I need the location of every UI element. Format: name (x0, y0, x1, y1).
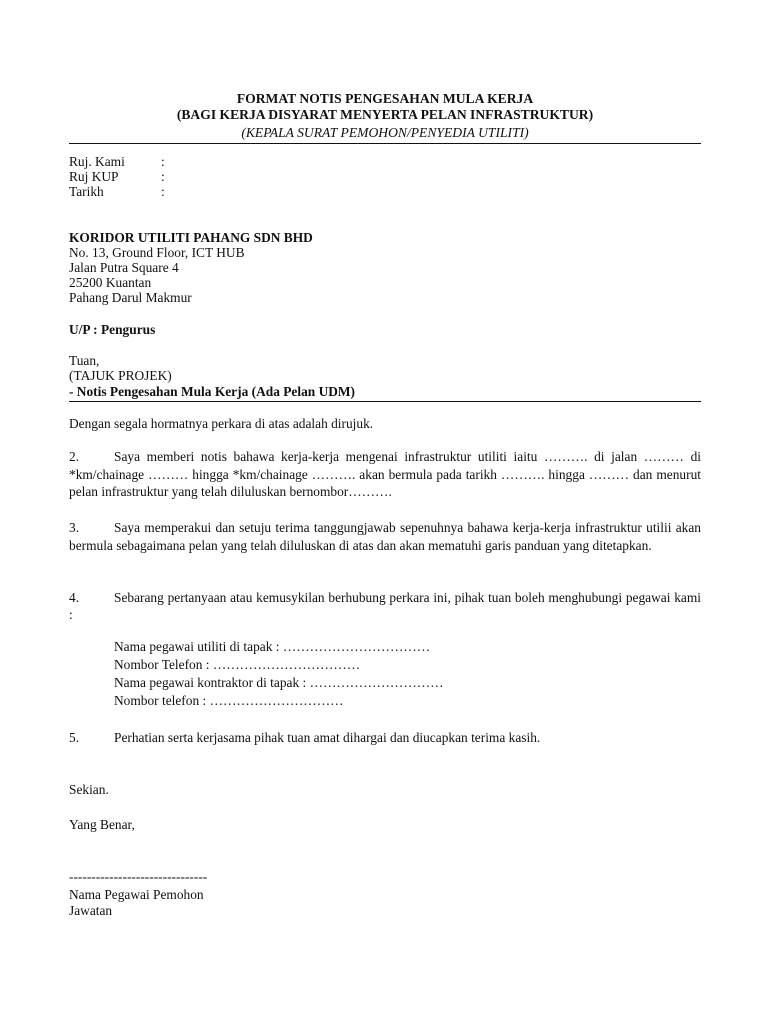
paragraph-4 (69, 589, 701, 623)
document-subtitle: (BAGI KERJA DISYARAT MENYERTA PELAN INFRASTRUKTUR) (176, 107, 594, 122)
address-line: Pahang Darul Makmur (69, 290, 192, 305)
address-line: 25200 Kuantan (69, 275, 152, 290)
paragraph-text: Saya memperakui dan setuju terima tanggungjawab sepenuhnya bahawa kerja-kerja infrastruktur utilii akan bermula sebagaimana pelan yang telah diluluskan di atas dan akan mematuhi garis panduan yang ditetapkan. (69, 520, 701, 553)
contact-item: Nama pegawai utiliti di tapak : …………………………… (114, 639, 431, 654)
paragraph-number: 4. (69, 590, 80, 605)
ref-label: Tarikh (69, 184, 104, 199)
paragraph-number: 3. (69, 520, 80, 535)
opening-paragraph: Dengan segala hormatnya perkara di atas adalah dirujuk. (69, 416, 374, 431)
ref-row-tarikh (69, 184, 701, 199)
document-title: FORMAT NOTIS PENGESAHAN MULA KERJA (236, 91, 534, 106)
paragraph-number: 5. (69, 730, 80, 745)
recipient-address (69, 230, 701, 305)
contact-list (69, 638, 701, 710)
contact-item: Nombor telefon : ………………………… (114, 693, 344, 708)
header-divider (69, 143, 701, 144)
closing-yang-benar: Yang Benar, (69, 817, 135, 832)
paragraph-5 (69, 730, 701, 745)
reference-block (69, 154, 701, 199)
ref-label: Ruj KUP (69, 169, 119, 184)
subject-line: - Notis Pengesahan Mula Kerja (Ada Pelan UDM) (69, 384, 356, 399)
attention-line: U/P : Pengurus (69, 322, 156, 337)
contact-item: Nama pegawai kontraktor di tapak : ………………………… (114, 675, 444, 690)
ref-separator: : (161, 184, 165, 199)
ref-row-ruj-kup (69, 169, 701, 184)
ref-label: Ruj. Kami (69, 154, 125, 169)
paragraph-3 (69, 519, 701, 554)
paragraph-text: Perhatian serta kerjasama pihak tuan amat dihargai dan diucapkan terima kasih. (114, 730, 541, 745)
salutation: Tuan, (69, 353, 100, 368)
signatory-name: Nama Pegawai Pemohon (69, 887, 204, 902)
letterhead-note: (KEPALA SURAT PEMOHON/PENYEDIA UTILITI) (241, 125, 529, 140)
paragraph-number: 2. (69, 449, 80, 464)
paragraph-2 (69, 448, 701, 501)
ref-row-ruj-kami (69, 154, 701, 169)
project-title: (TAJUK PROJEK) (69, 368, 172, 383)
subject-divider (69, 401, 701, 402)
recipient-company: KORIDOR UTILITI PAHANG SDN BHD (69, 230, 313, 245)
contact-item: Nombor Telefon : …………………………… (114, 657, 361, 672)
address-line: No. 13, Ground Floor, ICT HUB (69, 245, 245, 260)
ref-separator: : (161, 154, 165, 169)
address-line: Jalan Putra Square 4 (69, 260, 179, 275)
paragraph-text: Sebarang pertanyaan atau kemusykilan berhubung perkara ini, pihak tuan boleh menghubungi pegawai kami : (69, 590, 701, 622)
paragraph-text: Saya memberi notis bahawa kerja-kerja mengenai infrastruktur utiliti iaitu ………. di jalan ……… di *km/chainage ……… hingga *km/chainage ………. akan bermula pada tarikh ………. hingga ……… dan menurut pelan infrastruktur yang telah diluluskan bernombor………. (69, 449, 701, 499)
closing-sekian: Sekian. (69, 782, 109, 797)
signatory-position: Jawatan (69, 903, 113, 918)
ref-separator: : (161, 169, 165, 184)
signature-line: ------------------------------- (69, 869, 208, 884)
